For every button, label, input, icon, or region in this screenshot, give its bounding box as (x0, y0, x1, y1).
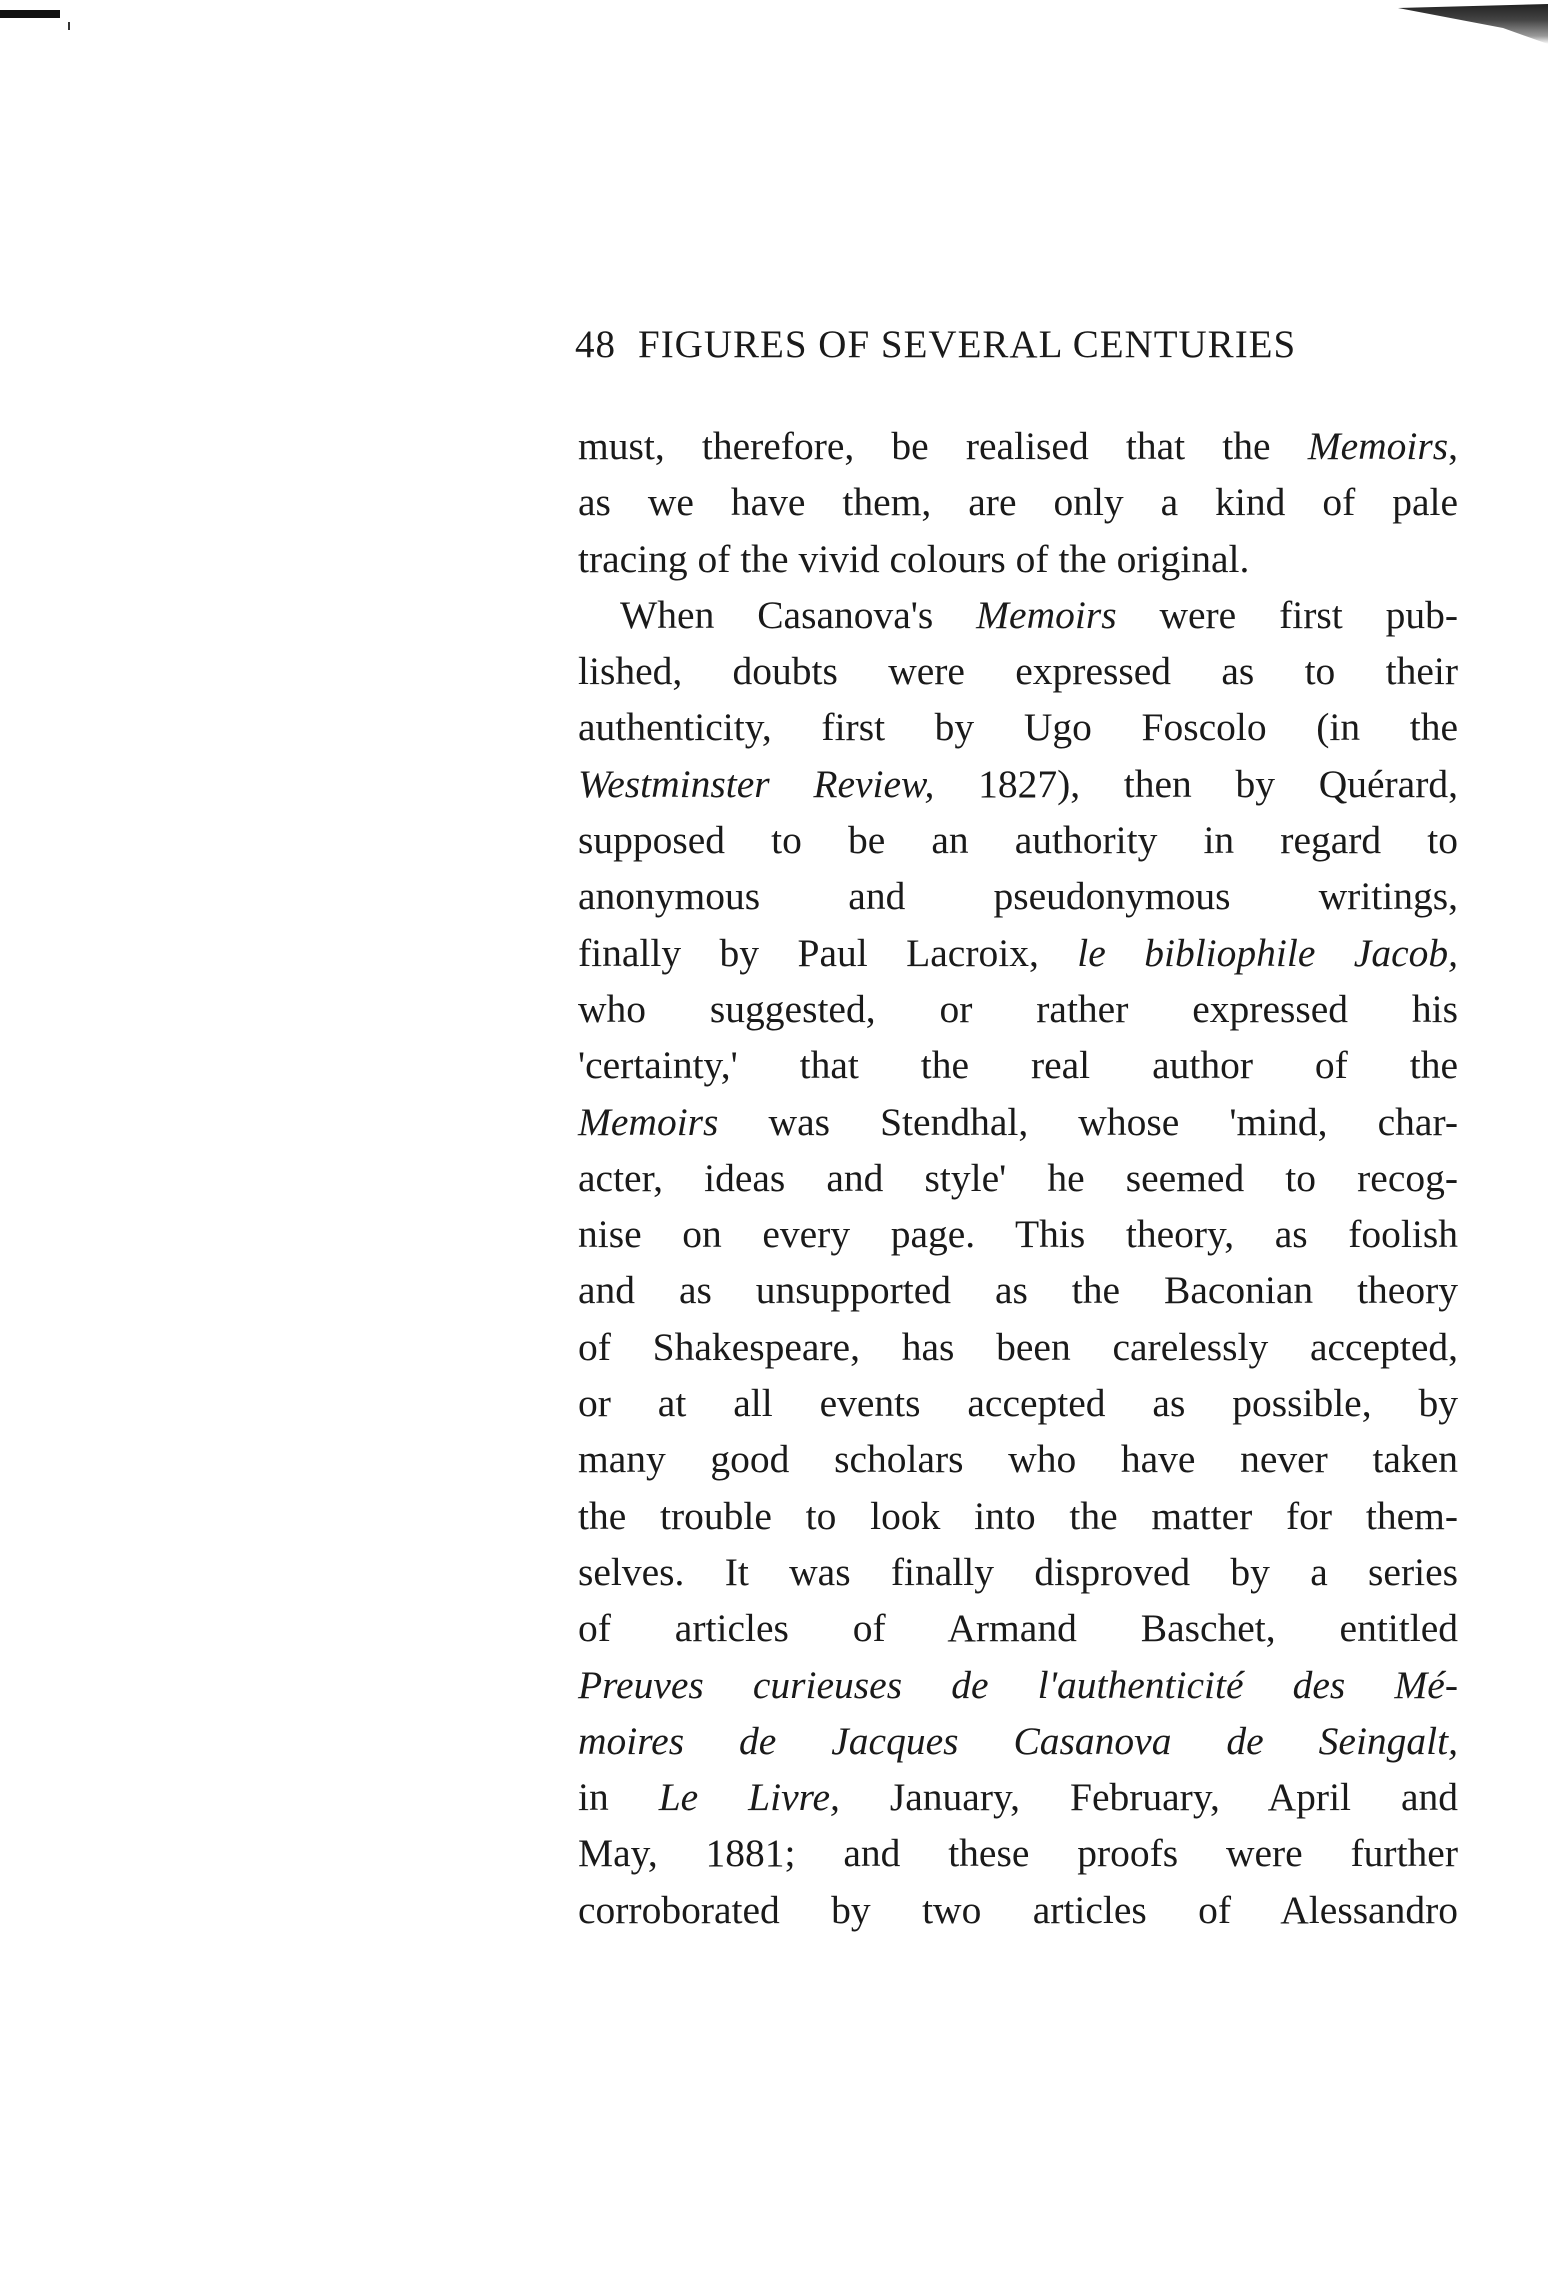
text-run: as we have them, are only a kind of pale (578, 480, 1458, 525)
text-line (578, 1375, 1458, 1431)
text-line (578, 418, 1458, 474)
text-line (578, 1488, 1458, 1544)
text-line (578, 1825, 1458, 1881)
text-line (578, 981, 1458, 1037)
text-run: and as unsupported as the Baconian theory (578, 1268, 1458, 1313)
running-header (575, 322, 1455, 382)
text-run: of Shakespeare, has been carelessly accepted, (578, 1324, 1458, 1369)
text-run: who suggested, or rather expressed his (578, 986, 1458, 1031)
text-line (578, 1094, 1458, 1150)
text-run: many good scholars who have never taken (578, 1437, 1458, 1482)
text-line (578, 1769, 1458, 1825)
body-text (578, 418, 1458, 1938)
text-run: must, therefore, be realised that the (578, 424, 1308, 468)
text-line (578, 756, 1458, 812)
running-title: FIGURES OF SEVERAL CENTURIES (638, 323, 1297, 366)
text-run: January, February, April and (839, 1775, 1459, 1820)
text-run: supposed to be an authority in regard to (578, 818, 1458, 863)
text-run: selves. It was finally disproved by a series (578, 1549, 1458, 1594)
scan-edge-mark (68, 22, 70, 30)
italic-text: Le Livre, (658, 1775, 840, 1820)
text-line (578, 1319, 1458, 1375)
text-run: were first pub- (1116, 592, 1458, 637)
italic-text: le bibliophile Jacob, (1077, 930, 1459, 975)
text-run: in (578, 1775, 659, 1820)
text-run: of articles of Armand Baschet, entitled (578, 1606, 1458, 1651)
text-run: or at all events accepted as possible, by (578, 1381, 1458, 1426)
text-run: lished, doubts were expressed as to their (578, 649, 1458, 694)
italic-text: Westminster Review, (578, 761, 935, 806)
text-line (578, 587, 1458, 643)
scan-edge-mark (1398, 4, 1548, 44)
text-run: anonymous and pseudonymous writings, (578, 874, 1458, 919)
text-line (578, 1600, 1458, 1656)
text-line (578, 699, 1458, 755)
text-run: the trouble to look into the matter for them- (578, 1493, 1458, 1538)
text-line (578, 1037, 1458, 1093)
text-run: corroborated by two articles of Alessandro (578, 1887, 1458, 1932)
text-line (578, 1657, 1458, 1713)
text-line (578, 1713, 1458, 1769)
text-line (578, 1431, 1458, 1487)
text-line (578, 1150, 1458, 1206)
text-run: 1827), then by Quérard, (934, 761, 1458, 806)
text-line (578, 1206, 1458, 1262)
italic-text: Memoirs (976, 592, 1117, 637)
text-run: May, 1881; and these proofs were further (578, 1831, 1458, 1876)
text-line (578, 1262, 1458, 1318)
text-line (578, 1882, 1458, 1938)
scan-edge-mark (0, 10, 60, 18)
text-run: finally by Paul Lacroix, (578, 930, 1078, 975)
text-run: , (1448, 424, 1458, 468)
italic-text: Memoirs (1307, 424, 1449, 468)
text-run: acter, ideas and style' he seemed to recog- (578, 1155, 1458, 1200)
text-line (578, 868, 1458, 924)
text-run: When Casanova's (620, 592, 977, 637)
italic-text: Preuves curieuses de l'authenticité des Mé- (578, 1662, 1458, 1707)
text-line (578, 1544, 1458, 1600)
text-run: was Stendhal, whose 'mind, char- (718, 1099, 1458, 1144)
page-number: 48 (575, 323, 616, 366)
text-run: authenticity, first by Ugo Foscolo (in the (578, 705, 1458, 750)
text-run: 'certainty,' that the real author of the (578, 1043, 1458, 1088)
text-line (578, 531, 1458, 587)
text-line (578, 812, 1458, 868)
text-line (578, 643, 1458, 699)
text-run: nise on every page. This theory, as foolish (578, 1212, 1458, 1257)
italic-text: Memoirs (578, 1099, 719, 1144)
italic-text: moires de Jacques Casanova de Seingalt, (578, 1718, 1458, 1763)
text-line (578, 474, 1458, 530)
text-run: tracing of the vivid colours of the original. (578, 536, 1250, 581)
text-line (578, 925, 1458, 981)
